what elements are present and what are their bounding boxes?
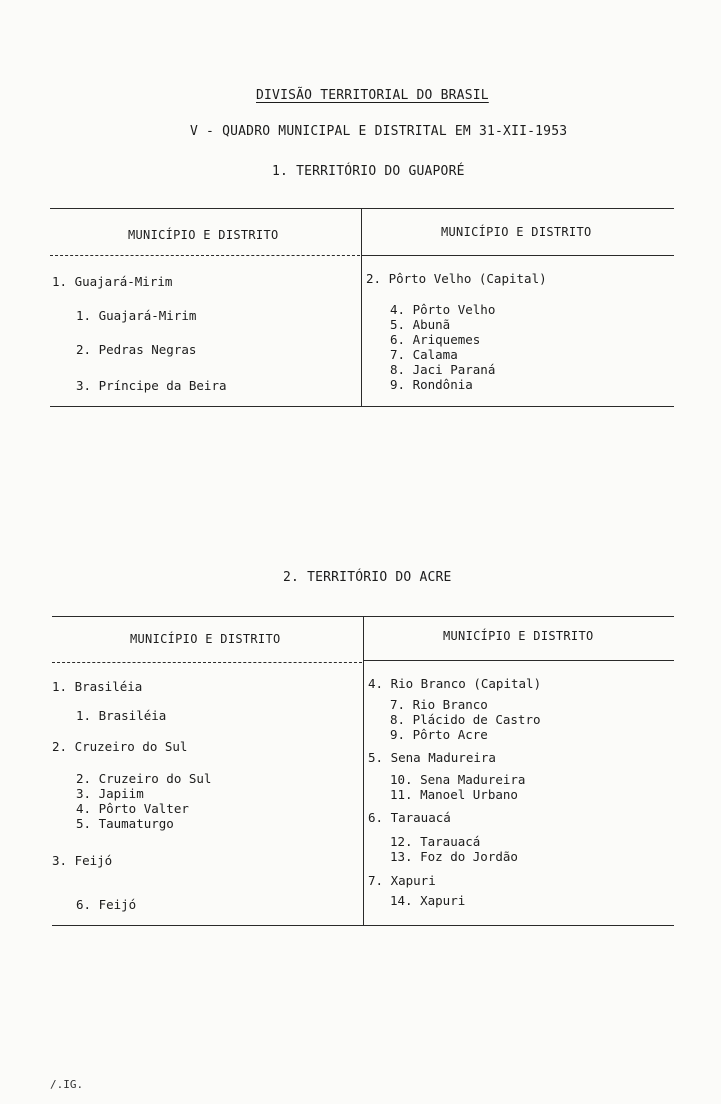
municipio-guajara-mirim: 1. Guajará-Mirim xyxy=(52,274,173,289)
municipio-brasileia: 1. Brasiléia xyxy=(52,679,143,694)
municipio-feijo: 3. Feijó xyxy=(52,853,113,868)
table-header-rule-left xyxy=(52,662,362,663)
distrito-list-sena-madureira xyxy=(390,772,525,802)
distrito-item: 5. Taumaturgo xyxy=(76,816,174,831)
distrito-list-rio-branco xyxy=(390,697,541,742)
table-column-divider xyxy=(363,617,364,925)
distrito-item: 1. Guajará-Mirim xyxy=(76,308,197,323)
municipio-cruzeiro-do-sul: 2. Cruzeiro do Sul xyxy=(52,739,188,754)
table-header-rule-right xyxy=(362,255,674,256)
distrito-item: 8. Plácido de Castro xyxy=(390,712,541,727)
distrito-item: 8. Jaci Paraná xyxy=(390,362,496,377)
column-header-right: MUNICÍPIO E DISTRITO xyxy=(443,629,594,643)
distrito-item: 5. Abunã xyxy=(390,317,451,332)
distrito-item: 11. Manoel Urbano xyxy=(390,787,518,802)
table-header-rule-left xyxy=(50,255,360,256)
document-subtitle: V - QUADRO MUNICIPAL E DISTRITAL EM 31-XII-1953 xyxy=(190,124,568,139)
distrito-item: 9. Pôrto Acre xyxy=(390,727,488,742)
municipio-rio-branco: 4. Rio Branco (Capital) xyxy=(368,676,542,691)
municipio-porto-velho: 2. Pôrto Velho (Capital) xyxy=(366,271,547,286)
column-header-left: MUNICÍPIO E DISTRITO xyxy=(128,228,279,242)
distrito-list-porto-velho xyxy=(390,302,495,392)
distrito-item: 6. Ariquemes xyxy=(390,332,481,347)
municipio-tarauaca: 6. Tarauacá xyxy=(368,810,451,825)
table-bottom-rule xyxy=(52,925,674,926)
distrito-item: 9. Rondônia xyxy=(390,377,473,392)
footer-mark: /.IG. xyxy=(50,1078,84,1091)
document-title: DIVISÃO TERRITORIAL DO BRASIL xyxy=(256,88,489,103)
table-top-rule xyxy=(50,208,674,209)
distrito-item: 13. Foz do Jordão xyxy=(390,849,518,864)
distrito-item: 3. Príncipe da Beira xyxy=(76,378,227,393)
distrito-item: 10. Sena Madureira xyxy=(390,772,526,787)
municipio-sena-madureira: 5. Sena Madureira xyxy=(368,750,496,765)
section-heading-acre: 2. TERRITÓRIO DO ACRE xyxy=(283,570,452,585)
table-bottom-rule xyxy=(50,406,674,407)
distrito-item: 3. Japiim xyxy=(76,786,144,801)
distrito-item: 7. Calama xyxy=(390,347,458,362)
distrito-item: 6. Feijó xyxy=(76,897,137,912)
distrito-item: 2. Cruzeiro do Sul xyxy=(76,771,212,786)
distrito-list-cruzeiro-do-sul xyxy=(76,771,211,831)
distrito-list-tarauaca xyxy=(390,834,518,864)
table-header-rule-right xyxy=(364,660,674,661)
column-header-right: MUNICÍPIO E DISTRITO xyxy=(441,225,592,239)
distrito-item: 14. Xapuri xyxy=(390,893,466,908)
distrito-item: 4. Pôrto Valter xyxy=(76,801,189,816)
distrito-item: 4. Pôrto Velho xyxy=(390,302,496,317)
distrito-item: 2. Pedras Negras xyxy=(76,342,197,357)
column-header-left: MUNICÍPIO E DISTRITO xyxy=(130,632,281,646)
distrito-item: 7. Rio Branco xyxy=(390,697,488,712)
distrito-item: 1. Brasiléia xyxy=(76,708,167,723)
section-heading-guapore: 1. TERRITÓRIO DO GUAPORÉ xyxy=(272,164,465,179)
municipio-xapuri: 7. Xapuri xyxy=(368,873,436,888)
table-column-divider xyxy=(361,209,362,406)
distrito-item: 12. Tarauacá xyxy=(390,834,481,849)
